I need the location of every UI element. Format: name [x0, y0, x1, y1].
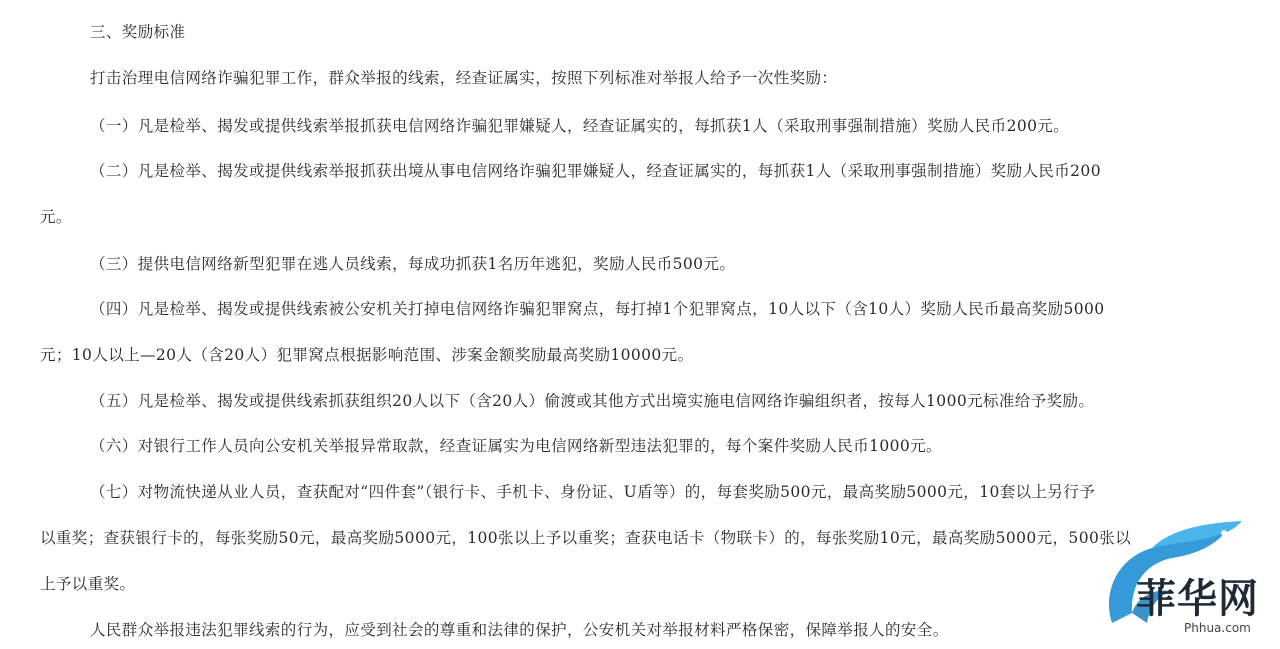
- closing-paragraph: 人民群众举报违法犯罪线索的行为，应受到社会的尊重和法律的保护，公安机关对举报材料严格保密，保障举报人的安全。: [90, 621, 949, 639]
- reward-item-7-line-2: 以重奖；查获银行卡的，每张奖励50元，最高奖励5000元，100张以上予以重奖；查获电话卡（物联卡）的，每张奖励10元，最高奖励5000元，500张以: [40, 529, 1132, 547]
- reward-item-5: （五）凡是检举、揭发或提供线索抓获组织20人以下（含20人）偷渡或其他方式出境实施电信网络诈骗组织者，按每人1000元标准给予奖励。: [90, 392, 1095, 410]
- reward-item-3: （三）提供电信网络新型犯罪在逃人员线索，每成功抓获1名历年逃犯，奖励人民币500元。: [90, 255, 736, 273]
- reward-item-4-line-1: （四）凡是检举、揭发或提供线索被公安机关打掉电信网络诈骗犯罪窝点，每打掉1个犯罪窝点，10人以下（含10人）奖励人民币最高奖励5000: [90, 300, 1105, 318]
- reward-item-7-line-3: 上予以重奖。: [40, 575, 136, 593]
- watermark-url: Phhua.com: [1184, 621, 1251, 635]
- reward-item-4-line-2: 元；10人以上—20人（含20人）犯罪窝点根据影响范围、涉案金额奖励最高奖励10000元。: [40, 346, 694, 364]
- reward-item-7-line-1: （七）对物流快递从业人员，查获配对“四件套”（银行卡、手机卡、身份证、U盾等）的，每套奖励500元，最高奖励5000元，10套以上另行予: [90, 483, 1096, 501]
- intro-paragraph: 打击治理电信网络诈骗犯罪工作，群众举报的线索，经查证属实，按照下列标准对举报人给予一次性奖励：: [90, 69, 838, 87]
- site-watermark-logo: [1092, 513, 1272, 643]
- watermark-name: 菲华网: [1136, 576, 1259, 622]
- reward-item-6: （六）对银行工作人员向公安机关举报异常取款，经查证属实为电信网络新型违法犯罪的，每个案件奖励人民币1000元。: [90, 437, 942, 455]
- reward-item-1: （一）凡是检举、揭发或提供线索举报抓获电信网络诈骗犯罪嫌疑人，经查证属实的，每抓获1人（采取刑事强制措施）奖励人民币200元。: [90, 117, 1070, 135]
- reward-item-2-line-1: （二）凡是检举、揭发或提供线索举报抓获出境从事电信网络诈骗犯罪嫌疑人，经查证属实的，每抓获1人（采取刑事强制措施）奖励人民币200: [90, 162, 1101, 180]
- reward-item-2-line-2: 元。: [40, 208, 72, 226]
- section-heading: 三、奖励标准: [90, 23, 186, 41]
